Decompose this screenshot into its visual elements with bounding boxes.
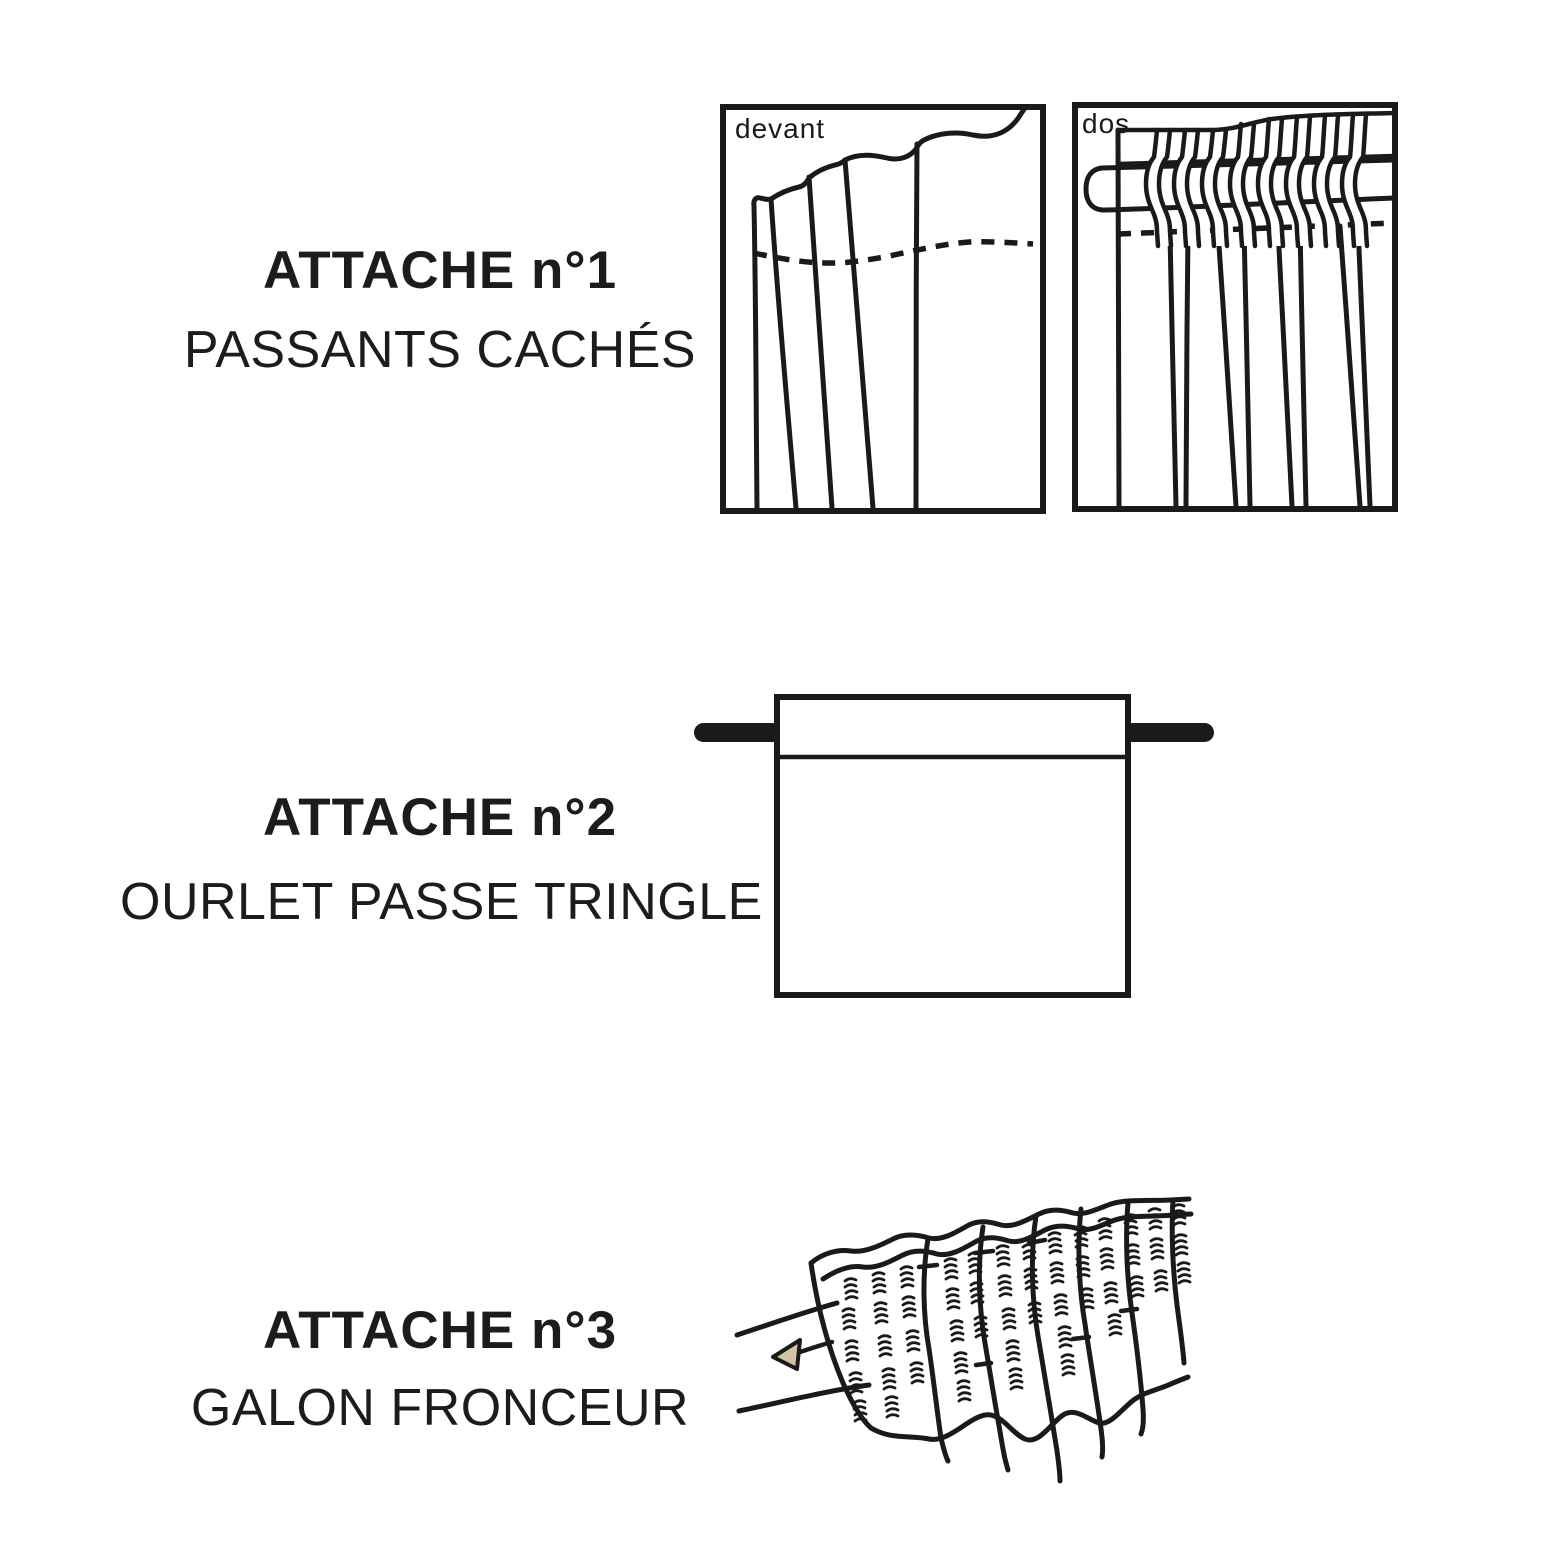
attache1-subtitle: PASSANTS CACHÉS [183,321,697,379]
attache3-title: ATTACHE n°3 [262,1301,618,1360]
pull-arrow-shaft [797,1342,832,1353]
attache2-rod-pocket-figure [680,678,1230,1038]
attache3-gather-tape-figure [733,1193,1203,1523]
attache2-subtitle: OURLET PASSE TRINGLE [120,873,763,931]
attache1-back-figure [1072,102,1398,512]
attache1-front-figure [720,104,1046,514]
attache1-title: ATTACHE n°1 [262,241,618,300]
figure-frame [723,107,1043,511]
gather-tape-drawing [737,1199,1191,1481]
curtain-left-edge [1118,130,1119,506]
curtain-panel [777,697,1128,995]
figure-caption-front: devant [735,113,826,144]
figure-caption-back: dos [1082,108,1131,139]
attache3-subtitle: GALON FRONCEUR [190,1379,690,1437]
pull-arrow-head-icon [773,1340,800,1369]
attache2-title: ATTACHE n°2 [262,788,618,847]
